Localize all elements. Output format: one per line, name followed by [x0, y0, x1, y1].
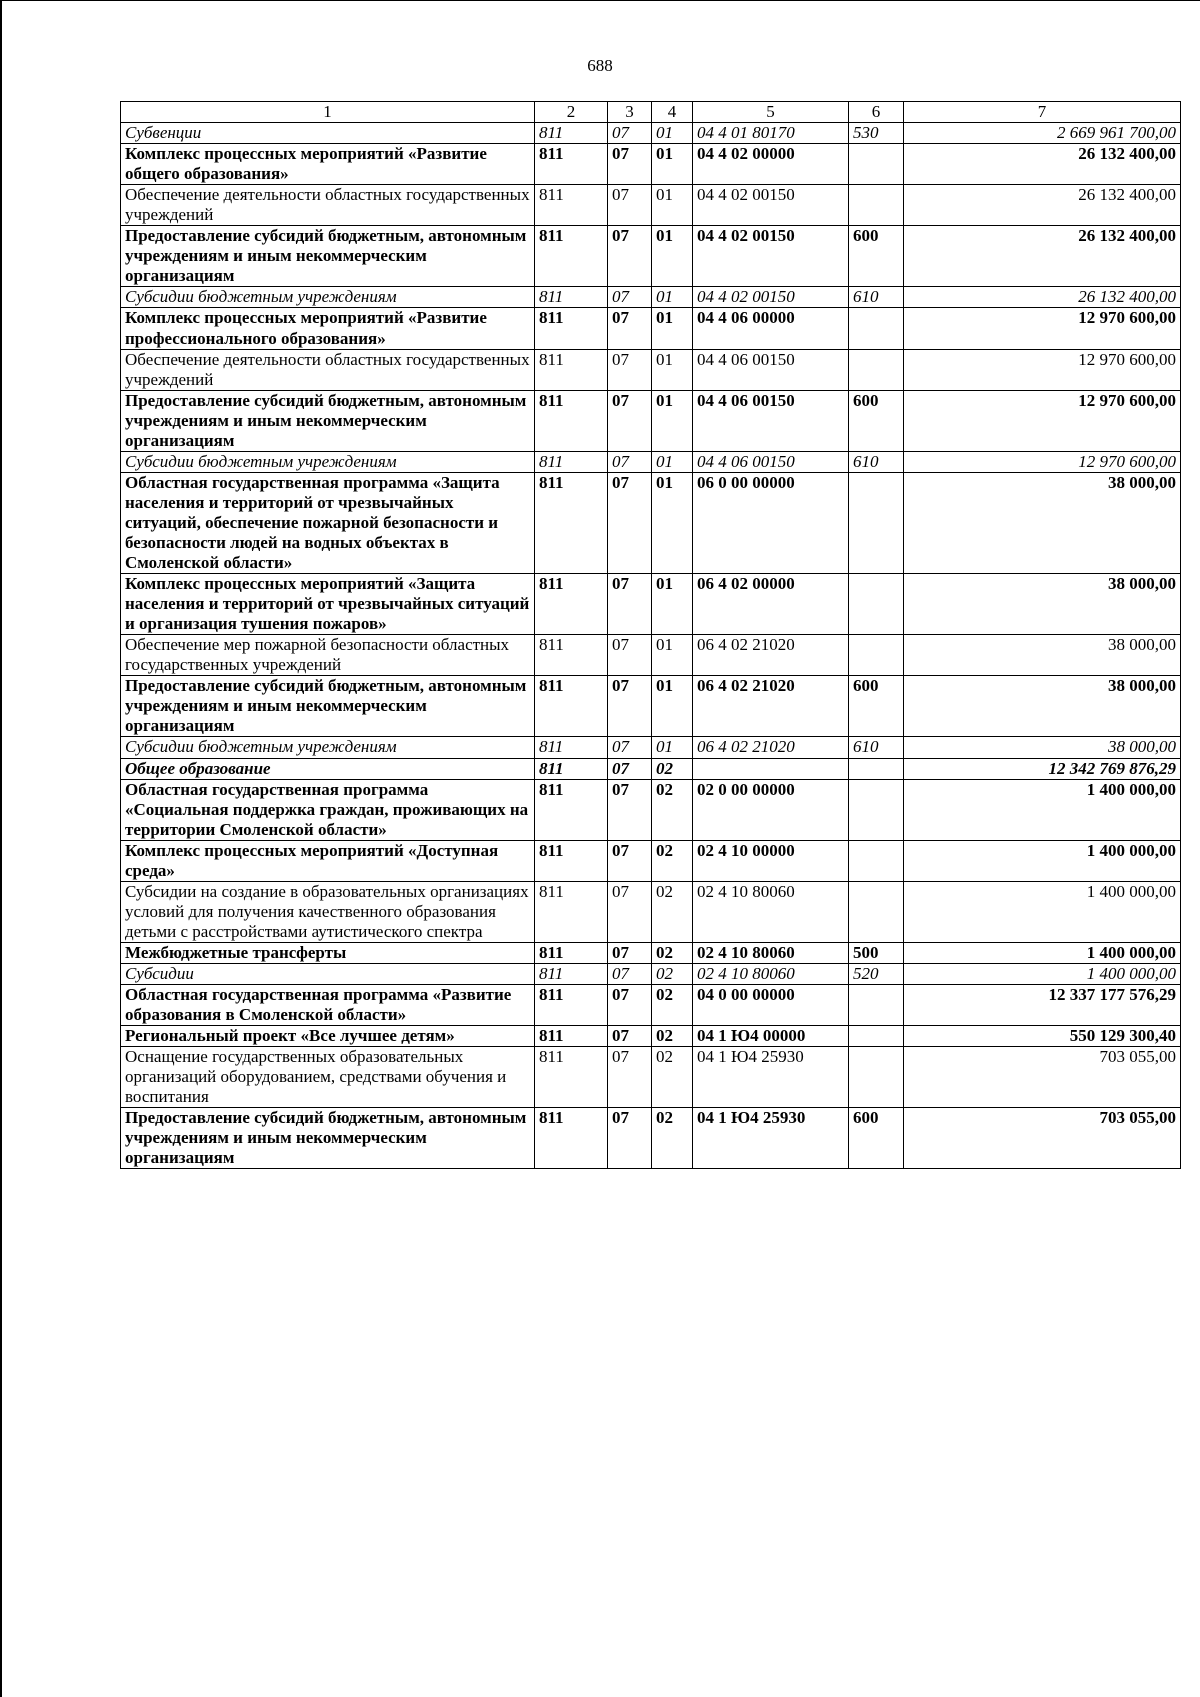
section-code: 07	[608, 1047, 652, 1108]
amount: 2 669 961 700,00	[904, 123, 1181, 144]
amount: 12 970 600,00	[904, 308, 1181, 349]
header-cell: 6	[849, 102, 904, 123]
ministry-code: 811	[535, 635, 608, 676]
subsection-code: 01	[652, 635, 693, 676]
amount: 38 000,00	[904, 472, 1181, 573]
table-row	[121, 758, 1181, 779]
target-article-code: 02 4 10 80060	[693, 881, 849, 942]
expense-type-code: 530	[849, 123, 904, 144]
ministry-code: 811	[535, 308, 608, 349]
table-row	[121, 349, 1181, 390]
table-row	[121, 779, 1181, 840]
subsection-code: 01	[652, 676, 693, 737]
table-header-row	[121, 102, 1181, 123]
target-article-code: 06 4 02 21020	[693, 737, 849, 758]
subsection-code: 02	[652, 963, 693, 984]
expense-type-code	[849, 985, 904, 1026]
ministry-code: 811	[535, 676, 608, 737]
target-article-code: 04 4 01 80170	[693, 123, 849, 144]
table-row	[121, 574, 1181, 635]
amount: 12 970 600,00	[904, 390, 1181, 451]
section-code: 07	[608, 963, 652, 984]
subsection-code: 01	[652, 472, 693, 573]
page-edge-left	[0, 0, 2, 1697]
section-code: 07	[608, 737, 652, 758]
ministry-code: 811	[535, 942, 608, 963]
table-row	[121, 226, 1181, 287]
section-code: 07	[608, 942, 652, 963]
expense-type-code	[849, 758, 904, 779]
section-code: 07	[608, 574, 652, 635]
ministry-code: 811	[535, 390, 608, 451]
ministry-code: 811	[535, 779, 608, 840]
expense-type-code	[849, 308, 904, 349]
subsection-code: 01	[652, 308, 693, 349]
target-article-code: 04 0 00 00000	[693, 985, 849, 1026]
section-code: 07	[608, 390, 652, 451]
amount: 12 970 600,00	[904, 451, 1181, 472]
subsection-code: 01	[652, 144, 693, 185]
target-article-code: 06 0 00 00000	[693, 472, 849, 573]
target-article-code: 04 1 Ю4 25930	[693, 1108, 849, 1169]
table-row	[121, 635, 1181, 676]
expense-type-code: 600	[849, 390, 904, 451]
expense-type-code: 520	[849, 963, 904, 984]
expense-type-code	[849, 635, 904, 676]
target-article-code: 04 4 06 00000	[693, 308, 849, 349]
line-item-name: Предоставление субсидий бюджетным, автономным учреждениям и иным некоммерческим организациям	[121, 390, 535, 451]
section-code: 07	[608, 840, 652, 881]
line-item-name: Обеспечение мер пожарной безопасности областных государственных учреждений	[121, 635, 535, 676]
table-row	[121, 840, 1181, 881]
subsection-code: 02	[652, 881, 693, 942]
line-item-name: Обеспечение деятельности областных государственных учреждений	[121, 349, 535, 390]
subsection-code: 01	[652, 390, 693, 451]
budget-table	[120, 101, 1181, 1169]
target-article-code: 04 4 06 00150	[693, 451, 849, 472]
target-article-code: 02 4 10 80060	[693, 942, 849, 963]
page-number: 688	[587, 56, 613, 75]
amount: 12 970 600,00	[904, 349, 1181, 390]
line-item-name: Обеспечение деятельности областных государственных учреждений	[121, 185, 535, 226]
table-row	[121, 287, 1181, 308]
amount: 550 129 300,40	[904, 1026, 1181, 1047]
subsection-code: 02	[652, 840, 693, 881]
expense-type-code: 600	[849, 1108, 904, 1169]
page-edge-top	[0, 0, 1200, 1]
table-row	[121, 963, 1181, 984]
expense-type-code: 610	[849, 451, 904, 472]
amount: 703 055,00	[904, 1108, 1181, 1169]
expense-type-code	[849, 1047, 904, 1108]
section-code: 07	[608, 985, 652, 1026]
table-row	[121, 942, 1181, 963]
ministry-code: 811	[535, 881, 608, 942]
line-item-name: Субсидии бюджетным учреждениям	[121, 287, 535, 308]
table-row	[121, 1026, 1181, 1047]
subsection-code: 01	[652, 737, 693, 758]
line-item-name: Субсидии бюджетным учреждениям	[121, 451, 535, 472]
amount: 1 400 000,00	[904, 942, 1181, 963]
section-code: 07	[608, 226, 652, 287]
table-row	[121, 123, 1181, 144]
table-row	[121, 676, 1181, 737]
target-article-code: 04 1 Ю4 00000	[693, 1026, 849, 1047]
target-article-code: 02 0 00 00000	[693, 779, 849, 840]
ministry-code: 811	[535, 472, 608, 573]
ministry-code: 811	[535, 985, 608, 1026]
header-cell: 2	[535, 102, 608, 123]
table-row	[121, 1047, 1181, 1108]
expense-type-code: 600	[849, 226, 904, 287]
table-row	[121, 308, 1181, 349]
ministry-code: 811	[535, 226, 608, 287]
target-article-code: 02 4 10 00000	[693, 840, 849, 881]
section-code: 07	[608, 308, 652, 349]
subsection-code: 01	[652, 574, 693, 635]
line-item-name: Предоставление субсидий бюджетным, автономным учреждениям и иным некоммерческим организациям	[121, 676, 535, 737]
amount: 38 000,00	[904, 737, 1181, 758]
table-row	[121, 985, 1181, 1026]
ministry-code: 811	[535, 1047, 608, 1108]
expense-type-code: 610	[849, 287, 904, 308]
line-item-name: Предоставление субсидий бюджетным, автономным учреждениям и иным некоммерческим организациям	[121, 1108, 535, 1169]
amount: 12 337 177 576,29	[904, 985, 1181, 1026]
ministry-code: 811	[535, 287, 608, 308]
subsection-code: 02	[652, 985, 693, 1026]
line-item-name: Субсидии	[121, 963, 535, 984]
ministry-code: 811	[535, 574, 608, 635]
ministry-code: 811	[535, 840, 608, 881]
line-item-name: Субсидии на создание в образовательных организациях условий для получения качественного образования детьми с расстройствами аутистического спектра	[121, 881, 535, 942]
target-article-code: 06 4 02 21020	[693, 676, 849, 737]
table-row	[121, 1108, 1181, 1169]
section-code: 07	[608, 144, 652, 185]
amount: 38 000,00	[904, 574, 1181, 635]
line-item-name: Субвенции	[121, 123, 535, 144]
header-cell: 7	[904, 102, 1181, 123]
target-article-code	[693, 758, 849, 779]
section-code: 07	[608, 287, 652, 308]
subsection-code: 02	[652, 779, 693, 840]
subsection-code: 02	[652, 758, 693, 779]
section-code: 07	[608, 1026, 652, 1047]
amount: 26 132 400,00	[904, 287, 1181, 308]
line-item-name: Оснащение государственных образовательных организаций оборудованием, средствами обучения и воспитания	[121, 1047, 535, 1108]
expense-type-code	[849, 349, 904, 390]
expense-type-code	[849, 881, 904, 942]
section-code: 07	[608, 472, 652, 573]
expense-type-code	[849, 1026, 904, 1047]
section-code: 07	[608, 758, 652, 779]
ministry-code: 811	[535, 349, 608, 390]
ministry-code: 811	[535, 1026, 608, 1047]
line-item-name: Комплекс процессных мероприятий «Развитие профессионального образования»	[121, 308, 535, 349]
section-code: 07	[608, 676, 652, 737]
amount: 1 400 000,00	[904, 963, 1181, 984]
amount: 38 000,00	[904, 676, 1181, 737]
ministry-code: 811	[535, 737, 608, 758]
target-article-code: 06 4 02 21020	[693, 635, 849, 676]
section-code: 07	[608, 779, 652, 840]
ministry-code: 811	[535, 451, 608, 472]
header-cell: 1	[121, 102, 535, 123]
amount: 38 000,00	[904, 635, 1181, 676]
subsection-code: 02	[652, 1047, 693, 1108]
subsection-code: 01	[652, 451, 693, 472]
subsection-code: 01	[652, 349, 693, 390]
expense-type-code: 610	[849, 737, 904, 758]
table-row	[121, 451, 1181, 472]
table-row	[121, 185, 1181, 226]
line-item-name: Комплекс процессных мероприятий «Развитие общего образования»	[121, 144, 535, 185]
expense-type-code	[849, 472, 904, 573]
section-code: 07	[608, 881, 652, 942]
section-code: 07	[608, 123, 652, 144]
line-item-name: Областная государственная программа «Развитие образования в Смоленской области»	[121, 985, 535, 1026]
target-article-code: 04 4 02 00150	[693, 185, 849, 226]
target-article-code: 04 4 02 00000	[693, 144, 849, 185]
target-article-code: 04 4 02 00150	[693, 287, 849, 308]
subsection-code: 02	[652, 942, 693, 963]
section-code: 07	[608, 451, 652, 472]
amount: 703 055,00	[904, 1047, 1181, 1108]
header-cell: 4	[652, 102, 693, 123]
expense-type-code	[849, 144, 904, 185]
line-item-name: Областная государственная программа «Защита населения и территорий от чрезвычайных ситуаций, обеспечение пожарной безопасности и безопасности людей на водных объектах в Смоленской области»	[121, 472, 535, 573]
ministry-code: 811	[535, 758, 608, 779]
table-row	[121, 472, 1181, 573]
line-item-name: Областная государственная программа «Социальная поддержка граждан, проживающих на территории Смоленской области»	[121, 779, 535, 840]
section-code: 07	[608, 635, 652, 676]
target-article-code: 04 1 Ю4 25930	[693, 1047, 849, 1108]
amount: 26 132 400,00	[904, 144, 1181, 185]
subsection-code: 01	[652, 287, 693, 308]
expense-type-code	[849, 185, 904, 226]
subsection-code: 02	[652, 1108, 693, 1169]
line-item-name: Комплекс процессных мероприятий «Доступная среда»	[121, 840, 535, 881]
ministry-code: 811	[535, 185, 608, 226]
amount: 1 400 000,00	[904, 779, 1181, 840]
section-code: 07	[608, 185, 652, 226]
target-article-code: 04 4 02 00150	[693, 226, 849, 287]
table-row	[121, 881, 1181, 942]
line-item-name: Субсидии бюджетным учреждениям	[121, 737, 535, 758]
line-item-name: Общее образование	[121, 758, 535, 779]
subsection-code: 01	[652, 226, 693, 287]
subsection-code: 01	[652, 123, 693, 144]
line-item-name: Предоставление субсидий бюджетным, автономным учреждениям и иным некоммерческим организациям	[121, 226, 535, 287]
amount: 26 132 400,00	[904, 226, 1181, 287]
expense-type-code	[849, 574, 904, 635]
section-code: 07	[608, 1108, 652, 1169]
line-item-name: Региональный проект «Все лучшее детям»	[121, 1026, 535, 1047]
amount: 1 400 000,00	[904, 840, 1181, 881]
target-article-code: 06 4 02 00000	[693, 574, 849, 635]
ministry-code: 811	[535, 1108, 608, 1169]
ministry-code: 811	[535, 144, 608, 185]
header-cell: 3	[608, 102, 652, 123]
line-item-name: Комплекс процессных мероприятий «Защита населения и территорий от чрезвычайных ситуаций и организация тушения пожаров»	[121, 574, 535, 635]
target-article-code: 04 4 06 00150	[693, 390, 849, 451]
line-item-name: Межбюджетные трансферты	[121, 942, 535, 963]
amount: 26 132 400,00	[904, 185, 1181, 226]
section-code: 07	[608, 349, 652, 390]
expense-type-code: 500	[849, 942, 904, 963]
ministry-code: 811	[535, 963, 608, 984]
amount: 12 342 769 876,29	[904, 758, 1181, 779]
table-row	[121, 144, 1181, 185]
expense-type-code	[849, 779, 904, 840]
ministry-code: 811	[535, 123, 608, 144]
header-cell: 5	[693, 102, 849, 123]
target-article-code: 04 4 06 00150	[693, 349, 849, 390]
target-article-code: 02 4 10 80060	[693, 963, 849, 984]
amount: 1 400 000,00	[904, 881, 1181, 942]
expense-type-code: 600	[849, 676, 904, 737]
table-row	[121, 390, 1181, 451]
subsection-code: 02	[652, 1026, 693, 1047]
subsection-code: 01	[652, 185, 693, 226]
table-row	[121, 737, 1181, 758]
expense-type-code	[849, 840, 904, 881]
